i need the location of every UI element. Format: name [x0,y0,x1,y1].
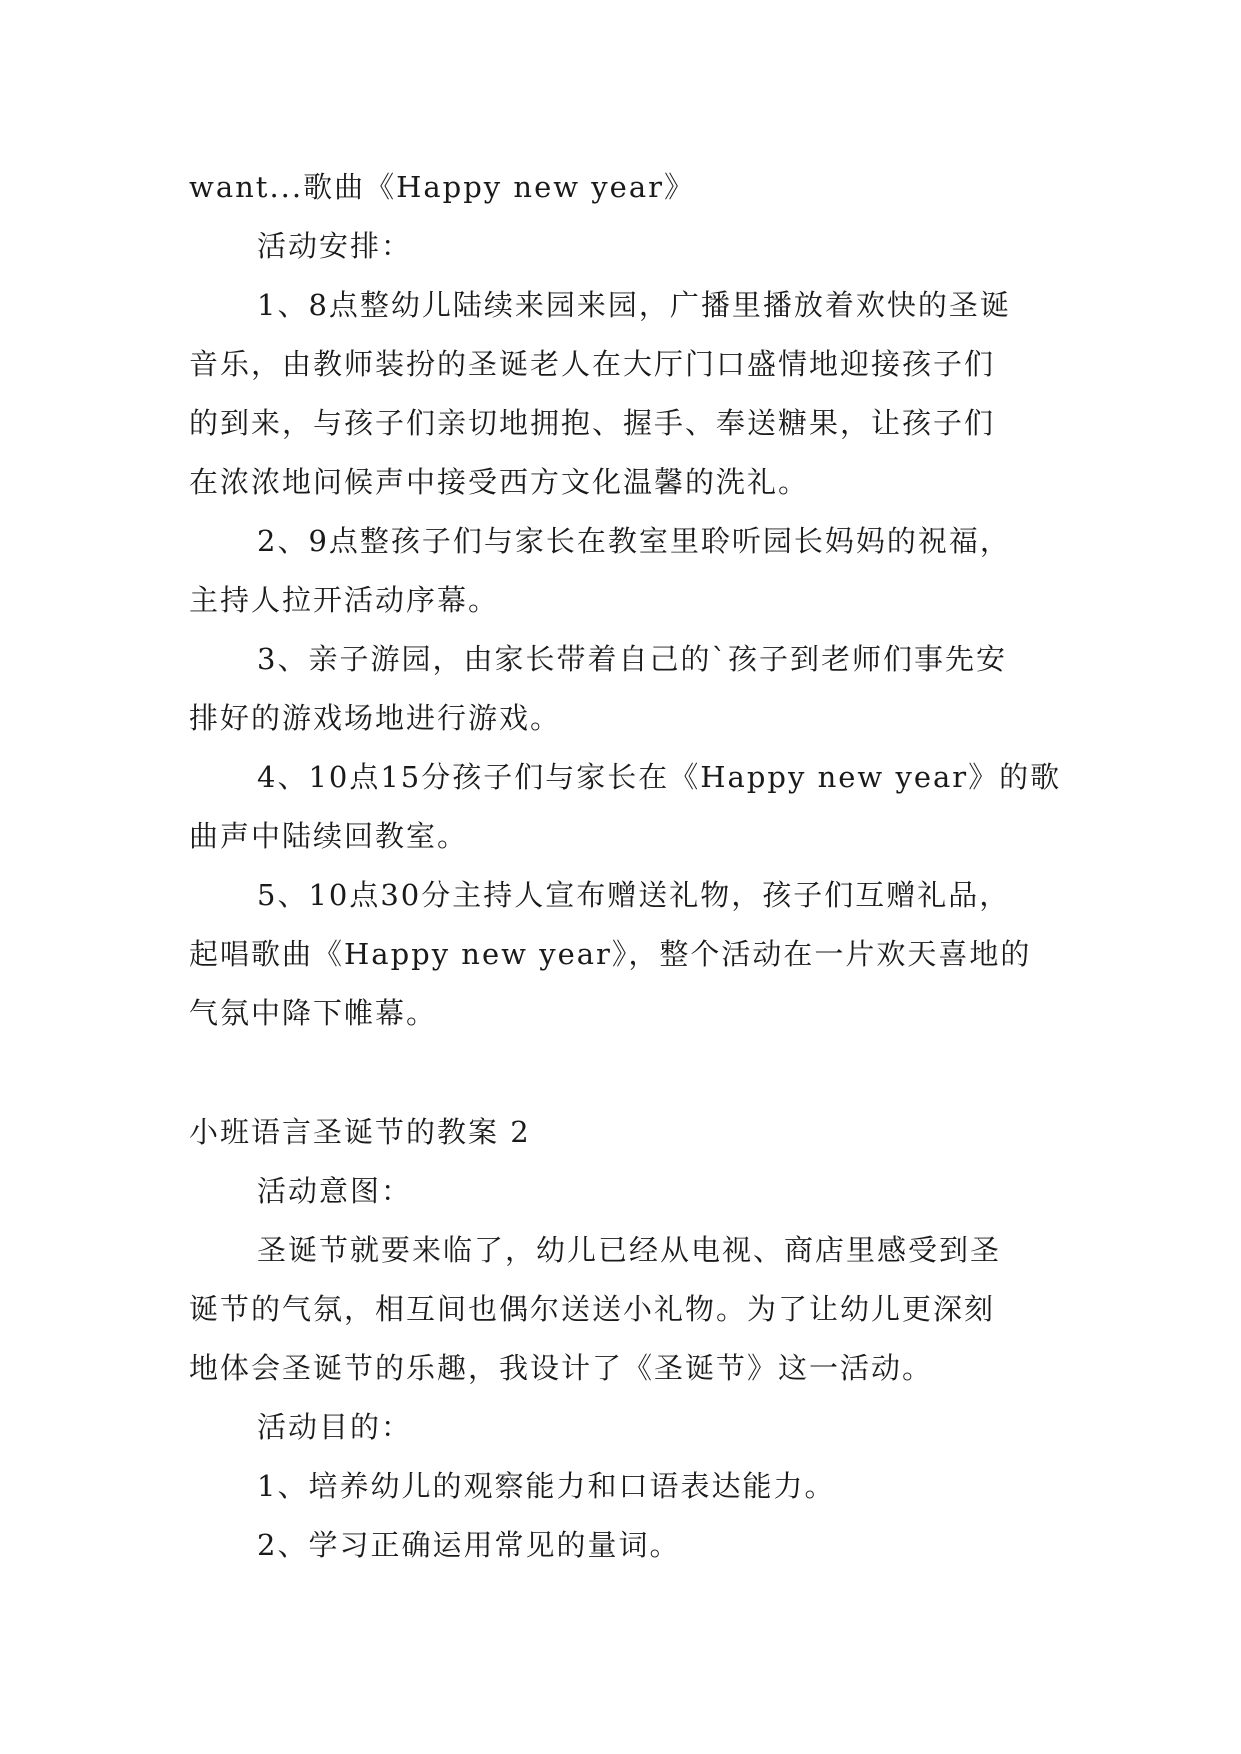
text-line: want...歌曲《Happy new year》 [189,170,695,204]
paragraph-line: 2、9点整孩子们与家长在教室里聆听园长妈妈的祝福， [257,524,1011,558]
subheading: 活动意图： [257,1174,413,1208]
paragraph-line: 5、10点30分主持人宣布赠送礼物，孩子们互赠礼品， [257,878,1011,912]
paragraph-line: 主持人拉开活动序幕。 [189,583,500,617]
paragraph-line: 的到来，与孩子们亲切地拥抱、握手、奉送糖果，让孩子们 [189,406,996,440]
subheading: 活动安排： [257,229,413,263]
paragraph-line: 1、8点整幼儿陆续来园来园，广播里播放着欢快的圣诞 [257,288,1011,322]
paragraph-line: 圣诞节就要来临了，幼儿已经从电视、商店里感受到圣 [257,1233,1002,1267]
paragraph-line: 4、10点15分孩子们与家长在《Happy new year》的歌 [257,760,1062,794]
paragraph-line: 在浓浓地问候声中接受西方文化温馨的洗礼。 [189,465,810,499]
paragraph-line: 排好的游戏场地进行游戏。 [189,701,562,735]
paragraph-line: 地体会圣诞节的乐趣，我设计了《圣诞节》这一活动。 [189,1351,934,1385]
subheading: 活动目的： [257,1410,413,1444]
paragraph-line: 3、亲子游园，由家长带着自己的`孩子到老师们事先安 [257,642,1007,676]
list-item: 1、培养幼儿的观察能力和口语表达能力。 [257,1469,836,1503]
list-item: 2、学习正确运用常见的量词。 [257,1528,681,1562]
paragraph-line: 音乐，由教师装扮的圣诞老人在大厅门口盛情地迎接孩子们 [189,347,996,381]
paragraph-line: 曲声中陆续回教室。 [189,819,469,853]
paragraph-line: 气氛中降下帷幕。 [189,996,438,1030]
paragraph-line: 起唱歌曲《Happy new year》，整个活动在一片欢天喜地的 [189,937,1032,971]
section-title: 小班语言圣诞节的教案 2 [189,1115,531,1149]
paragraph-line: 诞节的气氛，相互间也偶尔送送小礼物。为了让幼儿更深刻 [189,1292,996,1326]
